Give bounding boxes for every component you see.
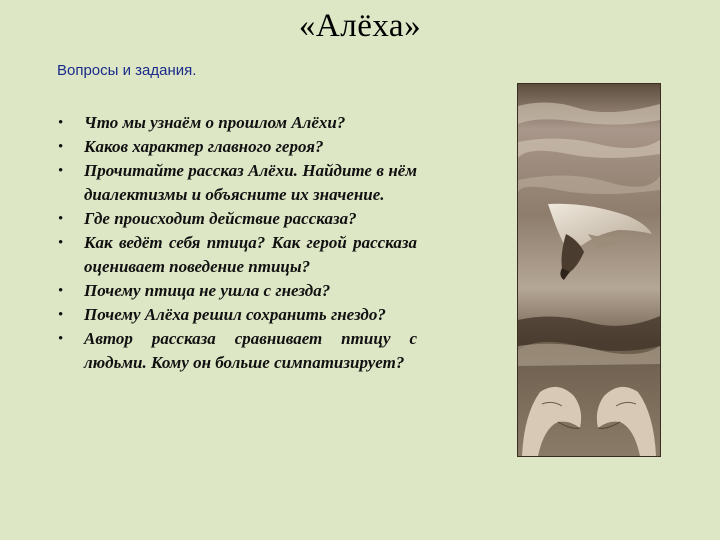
question-text: Каков характер главного героя?	[84, 137, 324, 156]
question-text: Что мы узнаём о прошлом Алёхи?	[84, 113, 346, 132]
question-text: Почему птица не ушла с гнезда?	[84, 281, 331, 300]
list-item	[57, 159, 417, 207]
question-text: Автор рассказа сравнивает птицу с людьми. Кому он больше симпатизирует?	[84, 329, 417, 372]
list-item	[57, 111, 417, 135]
question-text: Почему Алёха решил сохранить гнездо?	[84, 305, 386, 324]
bullet-icon: •	[58, 283, 64, 299]
bullet-icon: •	[58, 235, 64, 251]
slide-title: «Алёха»	[298, 8, 422, 44]
bullet-icon: •	[58, 331, 64, 347]
list-item	[57, 207, 417, 231]
list-item	[57, 303, 417, 327]
bird-and-hands-illustration	[517, 83, 661, 457]
list-item	[57, 231, 417, 279]
bullet-icon: •	[58, 115, 64, 131]
bullet-icon: •	[58, 211, 64, 227]
question-text: Прочитайте рассказ Алёхи. Найдите в нём диалектизмы и объясните их значение.	[84, 161, 417, 204]
list-item	[57, 135, 417, 159]
question-text: Как ведёт себя птица? Как герой рассказа оценивает поведение птицы?	[84, 233, 417, 276]
bullet-icon: •	[58, 139, 64, 155]
illustration-svg	[518, 84, 660, 456]
list-item	[57, 327, 417, 375]
bullet-icon: •	[58, 163, 64, 179]
list-item	[57, 279, 417, 303]
question-text: Где происходит действие рассказа?	[84, 209, 357, 228]
slide-subtitle: Вопросы и задания.	[57, 62, 197, 79]
question-list	[57, 111, 417, 375]
bullet-icon: •	[58, 307, 64, 323]
